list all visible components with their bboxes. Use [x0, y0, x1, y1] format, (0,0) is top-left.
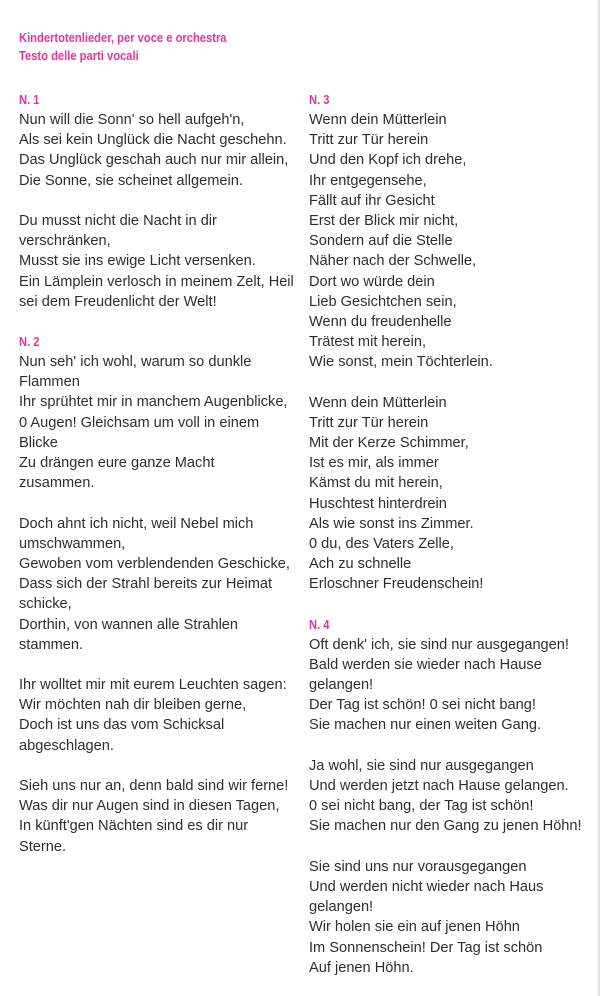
verse-line: Wir möchten nah dir bleiben gerne, — [19, 697, 247, 714]
verse-line: schicke, — [19, 596, 72, 613]
left-column — [19, 90, 294, 857]
verse-line: Dort wo würde dein — [309, 273, 435, 290]
stanza — [19, 776, 294, 857]
document-subtitle: Testo delle parti vocali — [19, 48, 139, 63]
verse-line: Ihr sprühtet mir in manchem Augenblicke, — [19, 394, 288, 411]
section-title: N. 1 — [19, 92, 40, 107]
verse-line: Als wie sonst ins Zimmer. — [309, 515, 474, 532]
stanza — [309, 756, 594, 837]
verse-line: Doch ist uns das vom Schicksal — [19, 717, 225, 734]
verse-line: Wenn dein Mütterlein — [309, 112, 447, 128]
verse-line: Im Sonnenschein! Der Tag ist schön — [309, 939, 543, 956]
page-edge-shadow — [596, 0, 600, 996]
stanza — [19, 514, 294, 655]
stanza — [309, 635, 594, 736]
verse-line: Gewoben vom verblendenden Geschicke, — [19, 555, 290, 572]
stanza — [309, 110, 594, 372]
verse-line: Ihr entgegensehe, — [309, 172, 427, 189]
stanza-spacer — [19, 655, 294, 675]
verse-line: 0 du, des Vaters Zelle, — [309, 535, 454, 552]
verse-line: Ein Lämplein verlosch in meinem Zelt, Heil — [19, 273, 294, 290]
stanza-spacer — [309, 736, 594, 756]
verse-line: Kämst du mit herein, — [309, 475, 443, 492]
document-title: Kindertotenlieder, per voce e orchestra — [19, 30, 227, 45]
verse-line: Und den Kopf ich drehe, — [309, 152, 467, 169]
stanza — [19, 211, 294, 312]
stanza — [19, 675, 294, 756]
verse-line: Erloschner Freudenschein! — [309, 576, 484, 593]
verse-line: Und werden jetzt nach Hause gelangen. — [309, 778, 569, 794]
verse-line: Zu drängen eure ganze Macht — [19, 455, 215, 471]
section-title: N. 4 — [309, 616, 330, 632]
verse-line: Das Unglück geschah auch nur mir allein, — [19, 152, 289, 169]
verse-line: umschwammen, — [19, 535, 126, 552]
right-column — [309, 90, 594, 978]
verse-line: Dass sich der Strahl bereits zur Heimat — [19, 576, 273, 593]
verse-line: Sondern auf die Stelle — [309, 233, 453, 250]
verse-line: Ach zu schnelle — [309, 556, 412, 573]
verse-line: Tritt zur Tür herein — [309, 132, 429, 149]
verse-line: Nun seh' ich wohl, warum so dunkle — [19, 354, 252, 371]
verse-line: Fällt auf ihr Gesicht — [309, 192, 435, 209]
stanza — [309, 393, 594, 595]
verse-line: Wenn du freudenhelle — [309, 313, 452, 330]
verse-line: sei dem Freudenlicht der Welt! — [19, 293, 217, 310]
stanza — [19, 352, 294, 493]
stanza-spacer — [19, 191, 294, 211]
verse-line: Sie machen nur einen weiten Gang. — [309, 717, 542, 734]
stanza — [19, 110, 294, 191]
verse-line: Tritt zur Tür herein — [309, 414, 429, 431]
verse-line: Nun will die Sonn' so hell aufgeh'n, — [19, 112, 245, 128]
verse-line: In künft'gen Nächten sind es dir nur — [19, 818, 249, 835]
verse-line: Du musst nicht die Nacht in dir — [19, 212, 217, 229]
verse-line: Blicke — [19, 434, 58, 451]
verse-line: abgeschlagen. — [19, 737, 114, 754]
verse-line: Sterne. — [19, 838, 67, 855]
verse-line: gelangen! — [309, 899, 374, 916]
stanza-spacer — [19, 493, 294, 513]
stanza — [309, 857, 594, 978]
verse-line: Auf jenen Höhn. — [309, 959, 414, 976]
verse-line: Dorthin, von wannen alle Strahlen — [19, 616, 239, 633]
verse-line: Flammen — [19, 374, 80, 391]
verse-line: Musst sie ins ewige Licht versenken. — [19, 253, 256, 270]
verse-line: Und werden nicht wieder nach Haus — [309, 878, 544, 895]
verse-line: Näher nach der Schwelle, — [309, 253, 477, 270]
verse-line: gelangen! — [309, 677, 374, 694]
verse-line: Erst der Blick mir nicht, — [309, 212, 459, 229]
stanza-spacer — [19, 756, 294, 776]
verse-line: Doch ahnt ich nicht, weil Nebel mich — [19, 515, 254, 532]
verse-line: Der Tag ist schön! 0 sei nicht bang! — [309, 697, 536, 714]
verse-line: Huschtest hinterdrein — [309, 495, 447, 512]
verse-line: Die Sonne, sie scheinet allgemein. — [19, 172, 243, 189]
stanza-spacer — [309, 837, 594, 857]
section-title: N. 3 — [309, 92, 330, 107]
verse-line: Trätest mit herein, — [309, 334, 427, 351]
section-spacer — [309, 595, 594, 615]
verse-line: zusammen. — [19, 475, 95, 492]
verse-line: Sie machen nur den Gang zu jenen Höhn! — [309, 818, 582, 835]
verse-line: Wir holen sie ein auf jenen Höhn — [309, 919, 520, 936]
verse-line: verschränken, — [19, 233, 111, 250]
verse-line: Mit der Kerze Schimmer, — [309, 435, 469, 451]
verse-line: stammen. — [19, 636, 84, 653]
verse-line: Sie sind uns nur vorausgegangen — [309, 858, 527, 875]
verse-line: Bald werden sie wieder nach Hause — [309, 656, 542, 673]
verse-line: Als sei kein Unglück die Nacht geschehn. — [19, 132, 287, 149]
section-spacer — [19, 312, 294, 332]
verse-line: Ist es mir, als immer — [309, 455, 439, 472]
verse-line: Ihr wolltet mir mit eurem Leuchten sagen: — [19, 677, 287, 694]
verse-line: Wenn dein Mütterlein — [309, 394, 447, 411]
header — [19, 29, 579, 65]
verse-line: Lieb Gesichtchen sein, — [309, 293, 457, 310]
verse-line: Sieh uns nur an, denn bald sind wir ferne! — [19, 778, 289, 794]
verse-line: Wie sonst, mein Töchterlein. — [309, 354, 493, 371]
verse-line: 0 Augen! Gleichsam um voll in einem — [19, 414, 260, 431]
verse-line: Oft denk' ich, sie sind nur ausgegangen! — [309, 636, 569, 653]
section-title: N. 2 — [19, 334, 40, 350]
verse-line: Ja wohl, sie sind nur ausgegangen — [309, 757, 534, 774]
verse-line: 0 sei nicht bang, der Tag ist schön! — [309, 798, 534, 815]
stanza-spacer — [309, 372, 594, 392]
verse-line: Was dir nur Augen sind in diesen Tagen, — [19, 798, 280, 815]
